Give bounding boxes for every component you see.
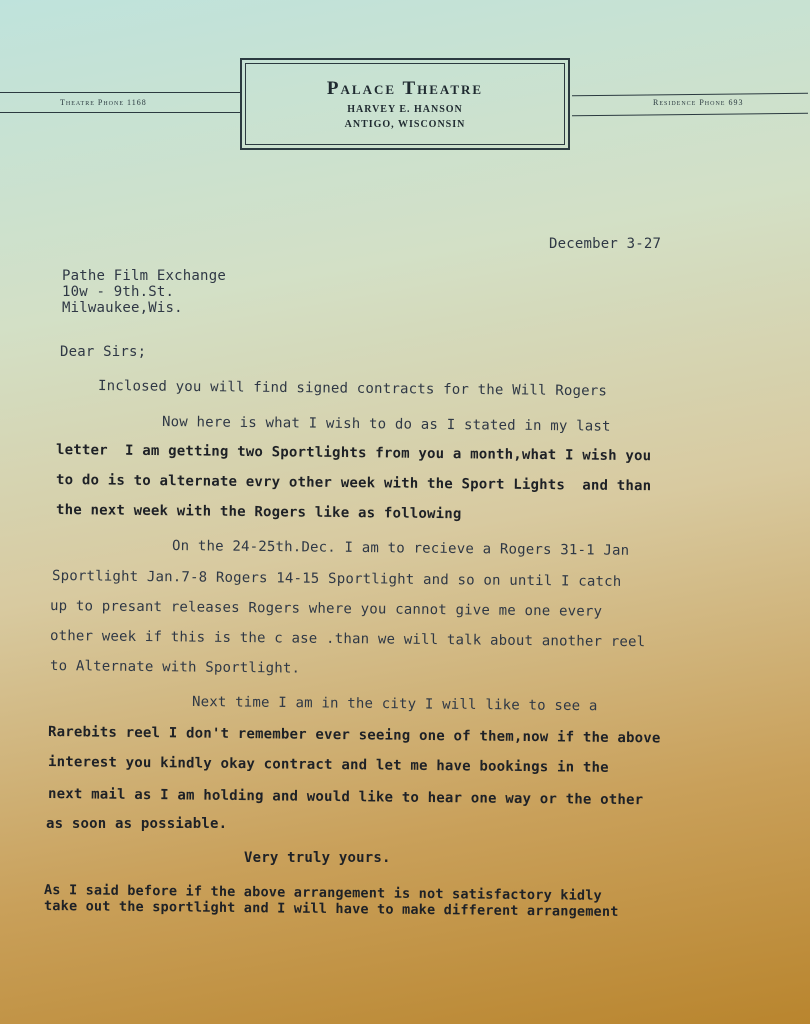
letterhead-box bbox=[240, 58, 570, 150]
body-line-4: to do is to alternate evry other week with the Sport Lights and than bbox=[55, 472, 652, 495]
postscript-line-2: take out the sportlight and I will have to make different arrangement bbox=[43, 898, 619, 921]
letterhead-left-rule-top bbox=[0, 92, 240, 93]
body-line-7: Sportlight Jan.7-8 Rogers 14-15 Sportlight and so on until I catch bbox=[51, 568, 622, 590]
body-line-10: to Alternate with Sportlight. bbox=[49, 658, 301, 677]
body-line-2: Now here is what I wish to do as I stated in my last bbox=[161, 414, 611, 435]
theatre-phone: Theatre Phone 1168 bbox=[60, 98, 147, 107]
theatre-name: Palace Theatre bbox=[326, 78, 484, 99]
body-line-3: letter I am getting two Sportlights from you a month,what I wish you bbox=[55, 442, 652, 465]
body-line-15: as soon as possiable. bbox=[46, 816, 228, 832]
body-line-11: Next time I am in the city I will like to see a bbox=[191, 694, 598, 715]
salutation: Dear Sirs; bbox=[60, 344, 147, 360]
body-line-13: interest you kindly okay contract and let me have bookings in the bbox=[47, 754, 609, 776]
proprietor-name: HARVEY E. HANSON bbox=[347, 104, 463, 115]
letterhead-right-rule-bottom bbox=[572, 113, 808, 116]
body-line-8: up to presant releases Rogers where you cannot give me one every bbox=[49, 598, 603, 620]
closing: Very truly yours. bbox=[244, 850, 391, 866]
letterhead-left-rule-bottom bbox=[0, 112, 240, 113]
recipient-line-2: 10w - 9th.St. bbox=[62, 284, 175, 300]
residence-phone: Residence Phone 693 bbox=[653, 98, 744, 107]
body-line-6: On the 24-25th.Dec. I am to recieve a Rogers 31-1 Jan bbox=[171, 538, 630, 559]
body-line-1: Inclosed you will find signed contracts for the Will Rogers bbox=[97, 378, 608, 400]
theatre-location: ANTIGO, WISCONSIN bbox=[344, 119, 466, 130]
body-line-12: Rarebits reel I don't remember ever seeing one of them,now if the above bbox=[47, 724, 661, 747]
recipient-line-3: Milwaukee,Wis. bbox=[62, 300, 183, 316]
letterhead-right-rule-top bbox=[572, 93, 808, 96]
body-line-14: next mail as I am holding and would like to hear one way or the other bbox=[47, 786, 644, 809]
recipient-line-1: Pathe Film Exchange bbox=[62, 268, 226, 284]
postscript-line-1: As I said before if the above arrangement is not satisfactory kidly bbox=[43, 882, 603, 904]
body-line-9: other week if this is the c ase .than we will talk about another reel bbox=[49, 628, 646, 651]
body-line-5: the next week with the Rogers like as following bbox=[55, 502, 462, 523]
letter-date: December 3-27 bbox=[549, 236, 662, 252]
